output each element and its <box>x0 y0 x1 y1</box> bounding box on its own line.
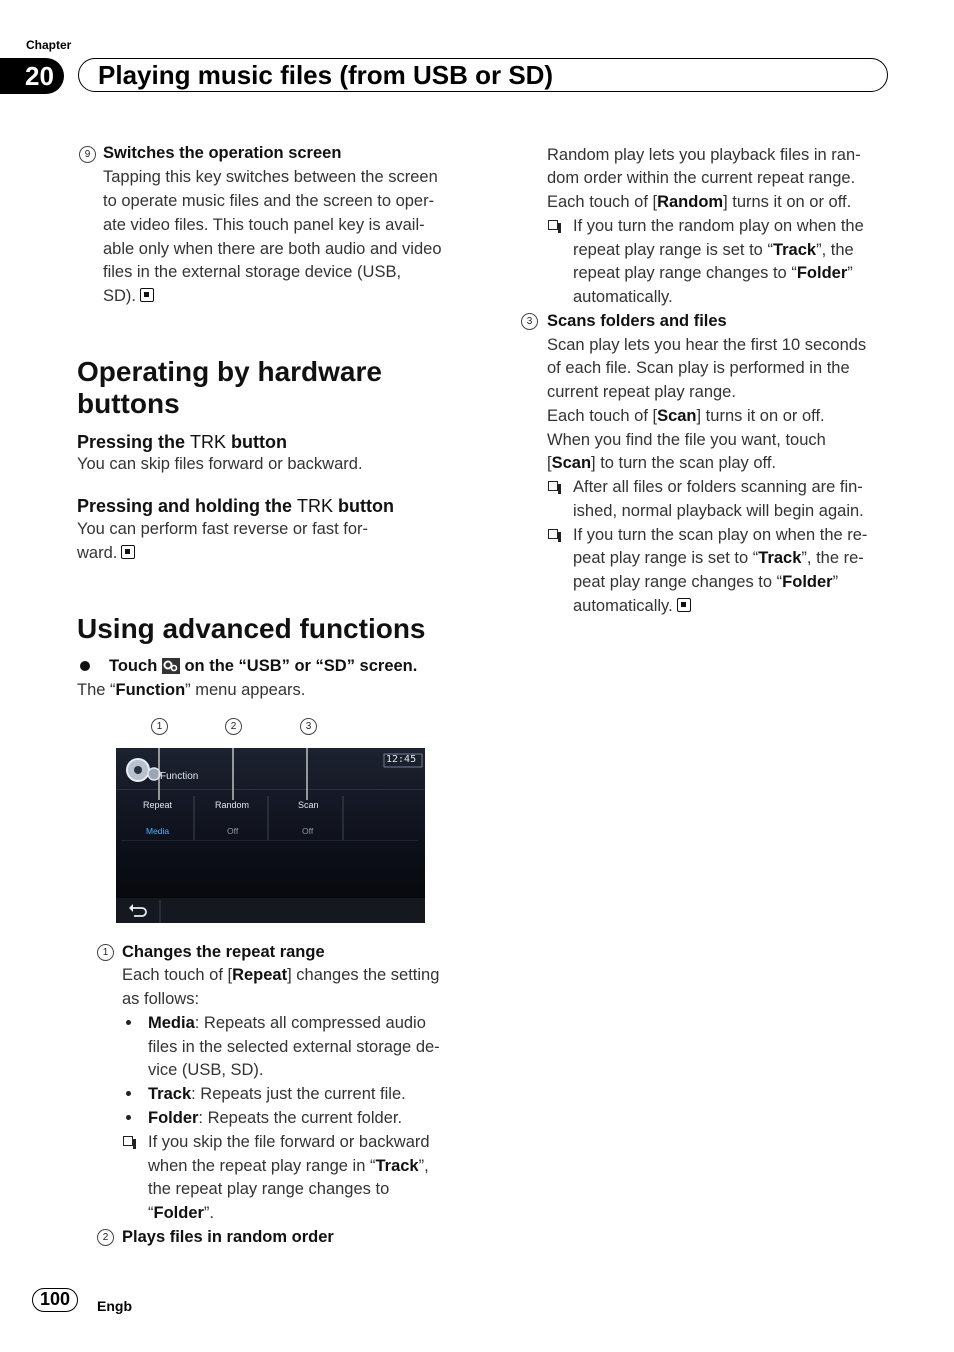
item1-note-line: when the repeat play range in “Track”, <box>148 1157 429 1175</box>
item2-note-line: repeat play range is set to “Track”, the <box>573 241 854 259</box>
item3-line: current repeat play range. <box>547 383 736 401</box>
function-key-icon <box>162 658 180 674</box>
note-box-icon <box>123 1136 133 1146</box>
item3-line: Each touch of [Scan] turns it on or off. <box>547 407 825 425</box>
scan-value: Off <box>302 826 314 836</box>
item3-note-line-end: automatically. <box>573 595 691 619</box>
item3-title: Scans folders and files <box>547 312 727 330</box>
item3-note-line: peat play range is set to “Track”, the re- <box>573 549 864 567</box>
media-option: Media: Repeats all compressed audio <box>148 1014 426 1032</box>
item3-note-line: peat play range changes to “Folder” <box>573 573 839 591</box>
chapter-title: Playing music files (from USB or SD) <box>98 60 554 90</box>
item3-line: Scan play lets you hear the first 10 seconds <box>547 336 867 354</box>
note-box-icon <box>548 481 558 491</box>
scan-key[interactable] <box>271 796 341 840</box>
press-trk-body: You can skip files forward or backward. <box>77 455 363 473</box>
end-mark-icon <box>140 288 154 302</box>
bullet-icon <box>126 1115 131 1120</box>
item-number: 1 <box>97 944 114 961</box>
hold-trk-body-end: ward. <box>77 542 135 566</box>
callout-2: 2 <box>225 718 242 735</box>
folder-option: Folder: Repeats the current folder. <box>148 1109 403 1127</box>
item9-line-end: SD). <box>103 285 154 309</box>
item3-line: [Scan] to turn the scan play off. <box>547 454 777 472</box>
page-number: 100 <box>32 1288 78 1312</box>
language-code: Engb <box>97 1298 132 1314</box>
section-heading-hardware: Operating by hardware buttons <box>77 356 382 419</box>
note-box-icon <box>548 529 558 539</box>
chapter-number: 20 <box>0 58 64 94</box>
media-option-line: files in the selected external storage de- <box>148 1038 440 1056</box>
menu-appears: The “Function” menu appears. <box>77 681 306 699</box>
screen-clock: 12:45 <box>386 754 417 765</box>
chapter-label: Chapter <box>26 38 72 52</box>
end-mark-icon <box>677 598 691 612</box>
item2-line: Random play lets you playback files in ran- <box>547 146 861 164</box>
track-option: Track: Repeats just the current file. <box>148 1085 406 1103</box>
item-number: 3 <box>521 313 538 330</box>
item1-note-line: the repeat play range changes to <box>148 1180 390 1198</box>
item2-note-line: If you turn the random play on when the <box>573 217 864 235</box>
repeat-value: Media <box>146 826 170 836</box>
item3-note-line: If you turn the scan play on when the re- <box>573 526 868 544</box>
function-menu-screenshot <box>116 748 425 923</box>
item3-note-line: After all files or folders scanning are fin- <box>573 478 863 496</box>
item2-line: dom order within the current repeat range. <box>547 169 856 187</box>
back-button[interactable] <box>120 900 158 922</box>
item2-note-line: automatically. <box>573 288 673 306</box>
item2-line: Each touch of [Random] turns it on or off. <box>547 193 852 211</box>
item9-line: able only when there are both audio and video <box>103 240 442 258</box>
scan-label: Scan <box>298 800 319 810</box>
subheading-hold-trk: Pressing and holding the TRK button <box>77 496 395 516</box>
item1-line: Each touch of [Repeat] changes the setting <box>122 966 440 984</box>
item3-line: of each file. Scan play is performed in the <box>547 359 850 377</box>
repeat-key[interactable] <box>120 796 192 840</box>
item1-line: as follows: <box>122 990 200 1008</box>
item9-line: to operate music files and the screen to oper- <box>103 192 435 210</box>
item9-line: Tapping this key switches between the screen <box>103 168 438 186</box>
screen-title: Function <box>160 771 199 782</box>
random-value: Off <box>227 826 239 836</box>
back-arrow-icon <box>120 900 158 922</box>
repeat-label: Repeat <box>143 800 173 810</box>
hold-trk-body: You can perform fast reverse or fast for- <box>77 520 369 538</box>
random-key[interactable] <box>196 796 266 840</box>
touch-instruction: Touch on the “USB” or “SD” screen. <box>109 657 418 675</box>
section-heading-advanced: Using advanced functions <box>77 613 426 644</box>
bullet-dot-icon <box>80 661 90 671</box>
item1-title: Changes the repeat range <box>122 943 325 961</box>
gear-icon <box>127 759 160 781</box>
item2-title: Plays files in random order <box>122 1228 334 1246</box>
item-number: 2 <box>97 1229 114 1246</box>
item3-line: When you find the file you want, touch <box>547 431 826 449</box>
item9-title: Switches the operation screen <box>103 144 342 162</box>
end-mark-icon <box>121 545 135 559</box>
callout-3: 3 <box>300 718 317 735</box>
item9-line: ate video files. This touch panel key is avail- <box>103 216 425 234</box>
subheading-press-trk: Pressing the TRK button <box>77 432 288 452</box>
item1-note-line: “Folder”. <box>148 1204 215 1222</box>
item9-line: files in the external storage device (USB, <box>103 263 402 281</box>
item-number: 9 <box>79 146 96 163</box>
random-label: Random <box>215 800 250 810</box>
item2-note-line: repeat play range changes to “Folder” <box>573 264 853 282</box>
callout-1: 1 <box>151 718 168 735</box>
bullet-icon <box>126 1020 131 1025</box>
note-box-icon <box>548 220 558 230</box>
media-option-line: vice (USB, SD). <box>148 1061 264 1079</box>
bullet-icon <box>126 1091 131 1096</box>
item1-note-line: If you skip the file forward or backward <box>148 1133 430 1151</box>
item3-note-line: ished, normal playback will begin again. <box>573 502 864 520</box>
